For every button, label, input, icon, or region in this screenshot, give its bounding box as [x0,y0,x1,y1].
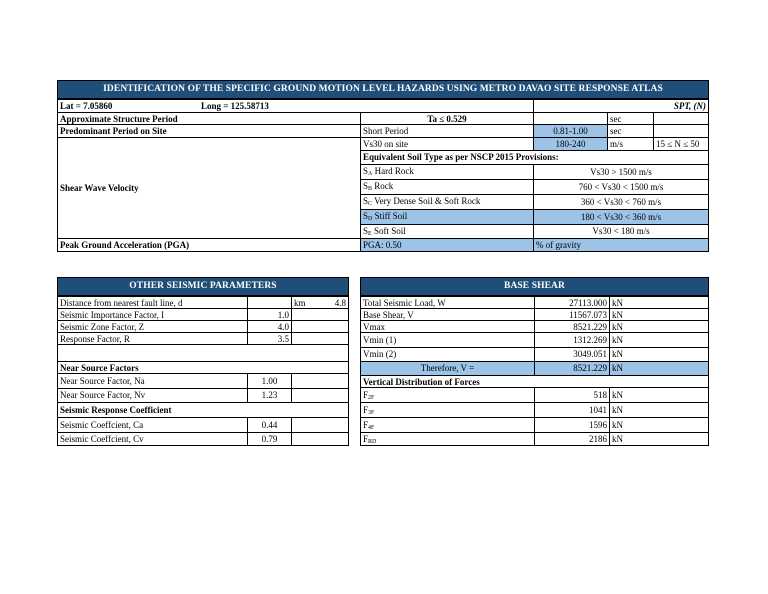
cv-label: Seismic Coeffcient, Cv [57,432,247,446]
shear-label: Vmax [360,320,534,332]
short-period-unit: sec [607,124,653,137]
shear-unit: kN [609,308,709,320]
shear-label: Total Seismic Load, W [360,296,534,308]
force-unit: kN [609,402,709,417]
soil-type-range: 180 < Vs30 < 360 m/s [533,209,709,224]
param-label: Seismic Importance Factor, I [57,308,247,320]
force-value: 2186 [534,432,609,446]
force-label: $F_{3F}$ [360,402,534,417]
approx-period-spt-blank [653,112,709,124]
spt-range: 15 ≤ N ≤ 50 [653,137,709,150]
shear-label: Vmin (1) [360,332,534,347]
soil-type-name: $S_C$ Very Dense Soil & Soft Rock [360,194,533,209]
soil-type-range: 360 < Vs30 < 760 m/s [533,194,709,209]
approx-period-unit: sec [607,112,653,124]
lat-blank-cell [360,99,533,112]
equivalent-soil-heading: Equivalent Soil Type as per NSCP 2015 Provisions: [360,150,709,164]
seismic-parameters-table [57,277,349,446]
param-label: Response Factor, R [57,332,247,344]
ca-blank [291,417,349,432]
force-label: $F_{RD}$ [360,432,534,446]
therefore-value: 8521.229 [534,361,609,375]
param-value: 1.0 [247,308,291,320]
force-value: 1596 [534,417,609,432]
param-unit [291,320,349,332]
nv-blank [291,388,349,402]
cv-value: 0.79 [247,432,291,446]
site-response-table [57,80,709,252]
base-shear-title: BASE SHEAR [360,277,709,296]
shear-label: Base Shear, V [360,308,534,320]
shear-value: 27113.000 [534,296,609,308]
shear-unit: kN [609,332,709,347]
seismic-spacer-row [57,344,349,361]
seismic-parameters-title: OTHER SEISMIC PARAMETERS [57,277,349,296]
near-source-header: Near Source Factors [57,361,349,373]
shear-label: Vmin (2) [360,347,534,361]
soil-type-name: $S_E$ Soft Soil [360,224,533,238]
vs30-value: 180-240 [533,137,607,150]
force-unit: kN [609,432,709,446]
soil-type-name: $S_D$ Stiff Soil [360,209,533,224]
shear-wave-velocity-label: Shear Wave Velocity [57,137,360,238]
lat-cell: Lat = 7.05860 [57,99,199,112]
vs30-unit: m/s [607,137,653,150]
ca-value: 0.44 [247,417,291,432]
short-period-spt-blank [653,124,709,137]
short-period-value: 0.81-1.00 [533,124,607,137]
soil-type-range: Vs30 > 1500 m/s [533,164,709,179]
ca-label: Seismic Coeffcient, Ca [57,417,247,432]
cv-blank [291,432,349,446]
force-value: 518 [534,387,609,402]
soil-type-range: Vs30 < 180 m/s [533,224,709,238]
short-period-label: Short Period [360,124,533,137]
vertical-distribution-header: Vertical Distribution of Forces [360,375,709,387]
response-coefficient-header: Seismic Response Coefficient [57,402,349,417]
shear-value: 8521.229 [534,320,609,332]
na-label: Near Source Factor, Na [57,373,247,388]
shear-unit: kN [609,347,709,361]
spt-header: SPT, (N) [533,99,709,112]
nv-label: Near Source Factor, Nv [57,388,247,402]
param-unit [291,332,349,344]
pga-value: PGA: 0.50 [360,238,533,252]
approx-period-label: Approximate Structure Period [57,112,360,124]
base-shear-table [360,277,709,446]
approx-period-value: Ta ≤ 0.529 [360,112,533,124]
shear-value: 11567.073 [534,308,609,320]
force-label: $F_{2F}$ [360,387,534,402]
na-blank [291,373,349,388]
therefore-label: Therefore, V = [360,361,534,375]
param-value: 4.8 [247,296,348,308]
param-value: 3.5 [247,332,291,344]
param-value: 4.0 [247,320,291,332]
soil-type-name: $S_B$ Rock [360,179,533,194]
shear-unit: kN [609,296,709,308]
shear-value: 1312.269 [534,332,609,347]
param-unit: km [291,296,349,308]
soil-type-range: 760 < Vs30 < 1500 m/s [533,179,709,194]
pga-unit: % of gravity [533,238,709,252]
force-label: $F_{4F}$ [360,417,534,432]
vs30-label: Vs30 on site [360,137,533,150]
shear-unit: kN [609,320,709,332]
param-unit [291,308,349,320]
approx-period-blank [533,112,607,124]
param-label: Seismic Zone Factor, Z [57,320,247,332]
soil-type-name: $S_A$ Hard Rock [360,164,533,179]
site-response-title: IDENTIFICATION OF THE SPECIFIC GROUND MOTION LEVEL HAZARDS USING METRO DAVAO SITE RESPONSE ATLAS [57,80,709,99]
force-unit: kN [609,417,709,432]
param-label: Distance from nearest fault line, d [57,296,247,308]
na-value: 1.00 [247,373,291,388]
force-value: 1041 [534,402,609,417]
force-unit: kN [609,387,709,402]
therefore-unit: kN [609,361,709,375]
pga-label: Peak Ground Acceleration (PGA) [57,238,360,252]
shear-value: 3049.051 [534,347,609,361]
long-cell: Long = 125.58713 [199,99,360,112]
predominant-period-label: Predominant Period on Site [57,124,360,137]
nv-value: 1.23 [247,388,291,402]
